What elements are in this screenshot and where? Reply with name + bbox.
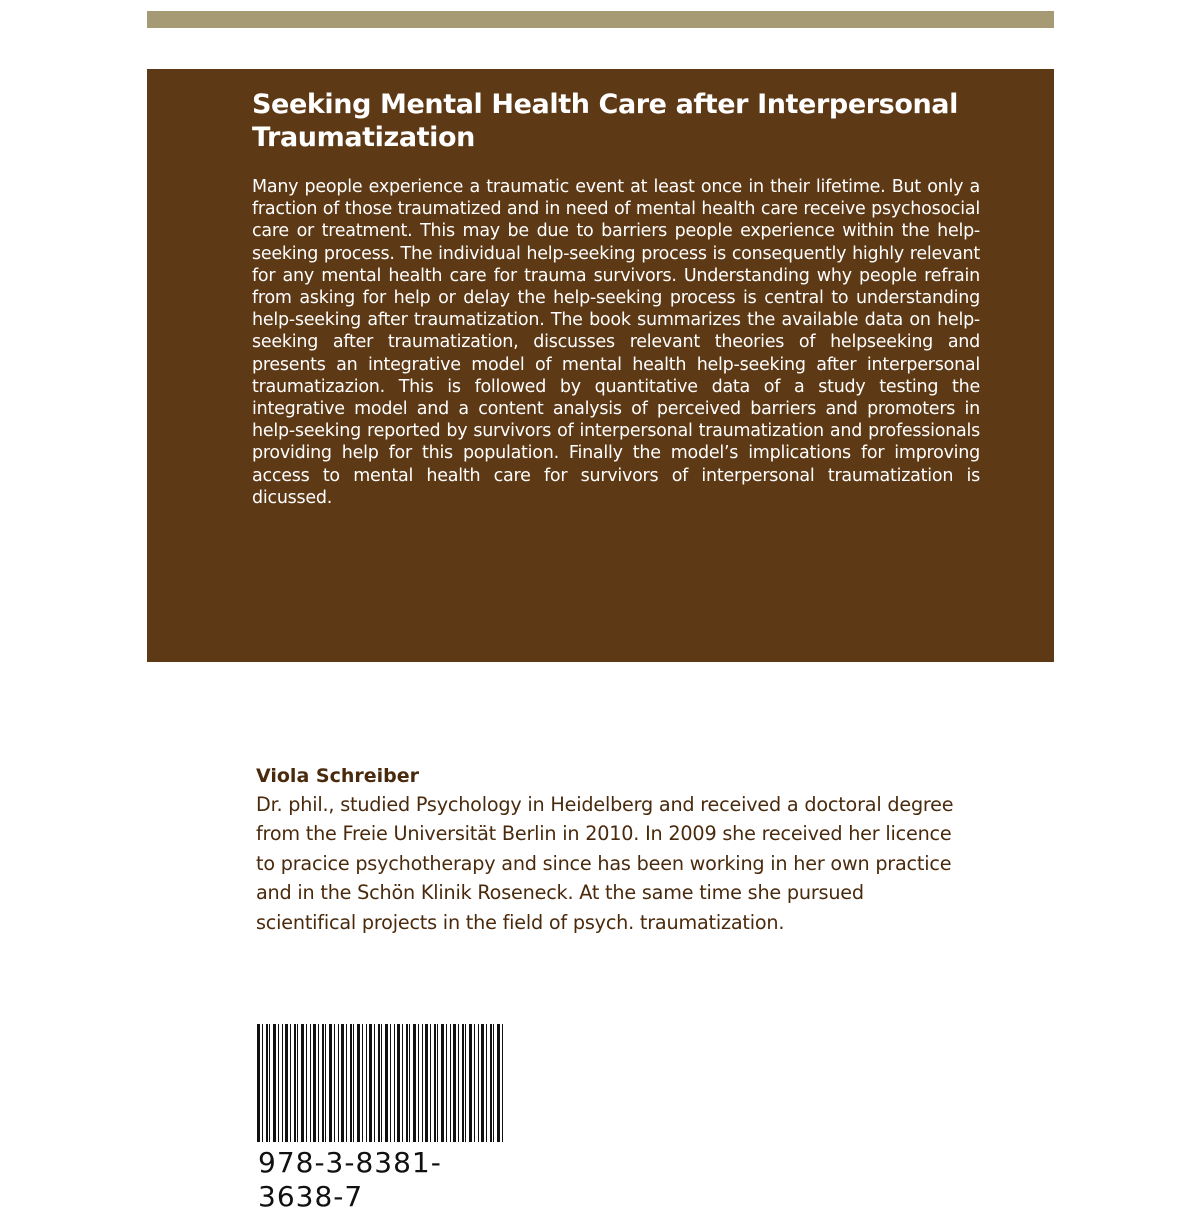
author-name: Viola Schreiber bbox=[256, 765, 419, 787]
author-bio: Dr. phil., studied Psychology in Heidelberg and received a doctoral degree from the Freie Universität Berlin in 2010. In 2009 she received her licence to pracice psychotherapy and since has been working in her own practice and in the Schön Klinik Roseneck. At the same time she pursued scientifical projects in the field of psych. traumatization. bbox=[256, 793, 954, 934]
book-title: Seeking Mental Health Care after Interpersonal Traumatization bbox=[252, 89, 958, 153]
book-blurb: Many people experience a traumatic event at least once in their lifetime. But only a fraction of those traumatized and in need of mental health care receive psychosocial care or treatment. This may be due to barriers people experience within the help-seeking process. The individual help-seeking process is consequently highly relevant for any mental health care for trauma survivors. Understanding why people refrain from asking for help or delay the help-seeking process is central to understanding help-seeking after traumatization. The book summarizes the available data on help-seeking after traumatization, discusses relevant theories of helpseeking and presents an integrative model of mental health help-seeking after interpersonal traumatizazion. This is followed by quantitative data of a study testing the integrative model and a content analysis of perceived barriers and promoters in help-seeking reported by survivors of interpersonal traumatization and professionals providing help for this population. Finally the model’s implications for improving access to mental health care for survivors of interpersonal traumatization is dicussed. bbox=[252, 177, 980, 508]
barcode-bars bbox=[257, 1024, 503, 1142]
isbn-number: 978-3-8381-3638-7 bbox=[258, 1146, 442, 1213]
top-stripe bbox=[147, 11, 1054, 28]
barcode bbox=[257, 1024, 503, 1144]
